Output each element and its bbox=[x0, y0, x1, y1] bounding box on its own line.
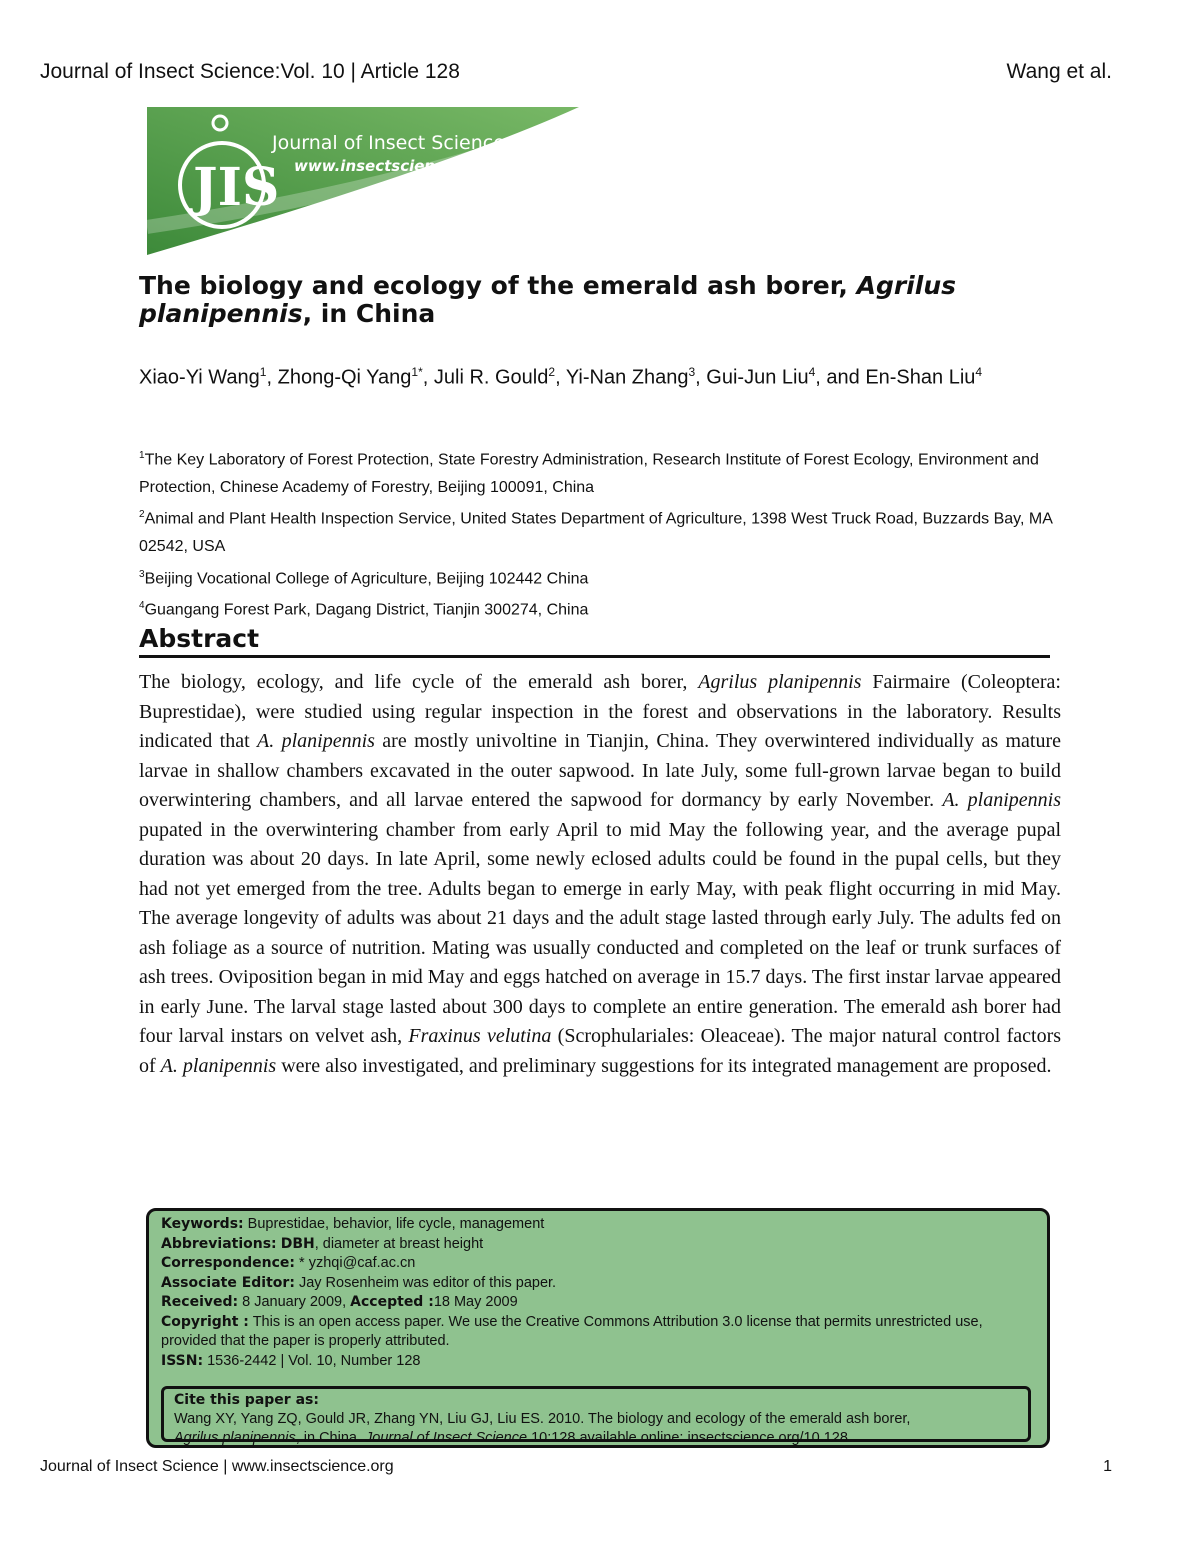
affiliation-list bbox=[139, 442, 1069, 624]
article-info-box bbox=[146, 1208, 1050, 1448]
author-name: En-Shan Liu bbox=[865, 366, 976, 389]
author-affiliation-marker: 2 bbox=[548, 365, 556, 379]
affiliation-item: $^2$Animal and Plant Health Inspection Service, United States Department of Agriculture, 1398 West Truck Road, Buzzards Bay, MA 02542, USA bbox=[139, 509, 1052, 556]
citation-link[interactable]: 10:128 available online: insectscience.org/10.128 bbox=[527, 1430, 848, 1446]
issn-line: ISSN: 1536-2442 | Vol. 10, Number 128 bbox=[161, 1352, 421, 1369]
footer-journal: Journal of Insect Science | www.insectscience.org bbox=[40, 1458, 394, 1475]
banner-journal-name: Journal of Insect Science bbox=[272, 132, 505, 154]
citation-label: Cite this paper as: bbox=[174, 1392, 319, 1408]
abstract-heading: Abstract bbox=[139, 624, 1050, 658]
citation-box bbox=[161, 1386, 1031, 1446]
author-name: Juli R. Gould bbox=[433, 366, 549, 389]
copyright-line: Copyright : This is an open access paper. We use the Creative Commons Attribution 3.0 license that permits unrestricted use, provided that the paper is properly attributed. bbox=[161, 1313, 983, 1349]
author-list: Xiao-Yi Wang$^1$, Zhong-Qi Yang$^{1*}$, Juli R. Gould$^2$, Yi-Nan Zhang$^3$, Gui-Jun Liu$^4$, and En-Shan Liu$^4$ bbox=[139, 365, 983, 389]
abstract-body: The biology, ecology, and life cycle of the emerald ash borer, Agrilus planipennis Fairmaire (Coleoptera: Buprestidae), were studied using regular inspection in the forest and observations in the laboratory. Results indicated that A. planipennis are mostly univoltine in Tianjin, China. They overwintered individually as mature larvae in shallow chambers excavated in the outer sapwood. In late July, some full-grown larvae began to build overwintering chambers, and all larvae entered the sapwood for dormancy by early November. A. planipennis pupated in the overwintering chamber from early April to mid May the following year, and the average pupal duration was about 20 days. In late April, some newly eclosed adults could be found in the pupal cells, but they had not yet emerged from the tree. Adults began to emerge in early May, with peak flight occurring in mid May. The average longevity of adults was about 21 days and the adult stage lasted through early July. The adults fed on ash foliage as a source of nutrition. Mating was usually conducted and completed on the leaf or trunk surfaces of ash trees. Oviposition began in mid May and eggs hatched on average in 15.7 days. The first instar larvae appeared in early June. The larval stage lasted about 300 days to complete an entire generation. The emerald ash borer had four larval instars on velvet ash, Fraxinus velutina (Scrophulariales: Oleaceae). The major natural control factors of A. planipennis were also investigated, and preliminary suggestions for its integrated management are proposed. bbox=[139, 671, 1062, 1077]
correspondence-line: Correspondence: * yzhqi@caf.ac.cn bbox=[161, 1255, 416, 1271]
jis-logo-text: JIS bbox=[193, 157, 280, 218]
author-name: Gui-Jun Liu bbox=[706, 366, 809, 389]
associate-editor-line: Associate Editor: Jay Rosenheim was editor of this paper. bbox=[161, 1274, 557, 1291]
author-affiliation-marker: 4 bbox=[975, 365, 983, 379]
keywords-line: Keywords: Buprestidae, behavior, life cycle, management bbox=[161, 1216, 545, 1232]
author-affiliation-marker: 4 bbox=[808, 365, 816, 379]
article-title: The biology and ecology of the emerald ash borer, Agrilus planipennis, in China bbox=[139, 271, 956, 328]
author-name: Xiao-Yi Wang bbox=[139, 366, 260, 389]
page-number: 1 bbox=[1103, 1458, 1112, 1475]
running-header-journal: Journal of Insect Science:Vol. 10 | Article 128 bbox=[40, 60, 460, 83]
abbreviations-line: Abbreviations: DBH, diameter at breast height bbox=[161, 1235, 484, 1252]
journal-banner[interactable] bbox=[147, 107, 579, 255]
correspondence-email[interactable]: * yzhqi@caf.ac.cn bbox=[299, 1255, 416, 1271]
running-header-authors: Wang et al. bbox=[1006, 60, 1112, 83]
author-name: Zhong-Qi Yang bbox=[277, 366, 412, 389]
author-name: Yi-Nan Zhang bbox=[565, 366, 689, 389]
citation-text: Wang XY, Yang ZQ, Gould JR, Zhang YN, Liu GJ, Liu ES. 2010. The biology and ecology of the emerald ash borer, Agrilus planipennis, in China. Journal of Insect Science 10:128 available online: insectscience.org/10.128 bbox=[174, 1411, 911, 1446]
author-affiliation-marker: 1 bbox=[259, 365, 267, 379]
author-affiliation-marker: 1* bbox=[411, 365, 423, 379]
dates-line: Received: 8 January 2009, Accepted :18 May 2009 bbox=[161, 1294, 518, 1310]
affiliation-item: $^4$Guangang Forest Park, Dagang District, Tianjin 300274, China bbox=[139, 600, 589, 619]
author-affiliation-marker: 3 bbox=[688, 365, 696, 379]
affiliation-item: $^3$Beijing Vocational College of Agriculture, Beijing 102442 China bbox=[139, 568, 589, 587]
banner-url: www.insectscience.org bbox=[294, 157, 489, 175]
affiliation-item: $^1$The Key Laboratory of Forest Protection, State Forestry Administration, Research Institute of Forest Ecology, Environment and Protection, Chinese Academy of Forestry, Beijing 100091, China bbox=[139, 450, 1039, 496]
